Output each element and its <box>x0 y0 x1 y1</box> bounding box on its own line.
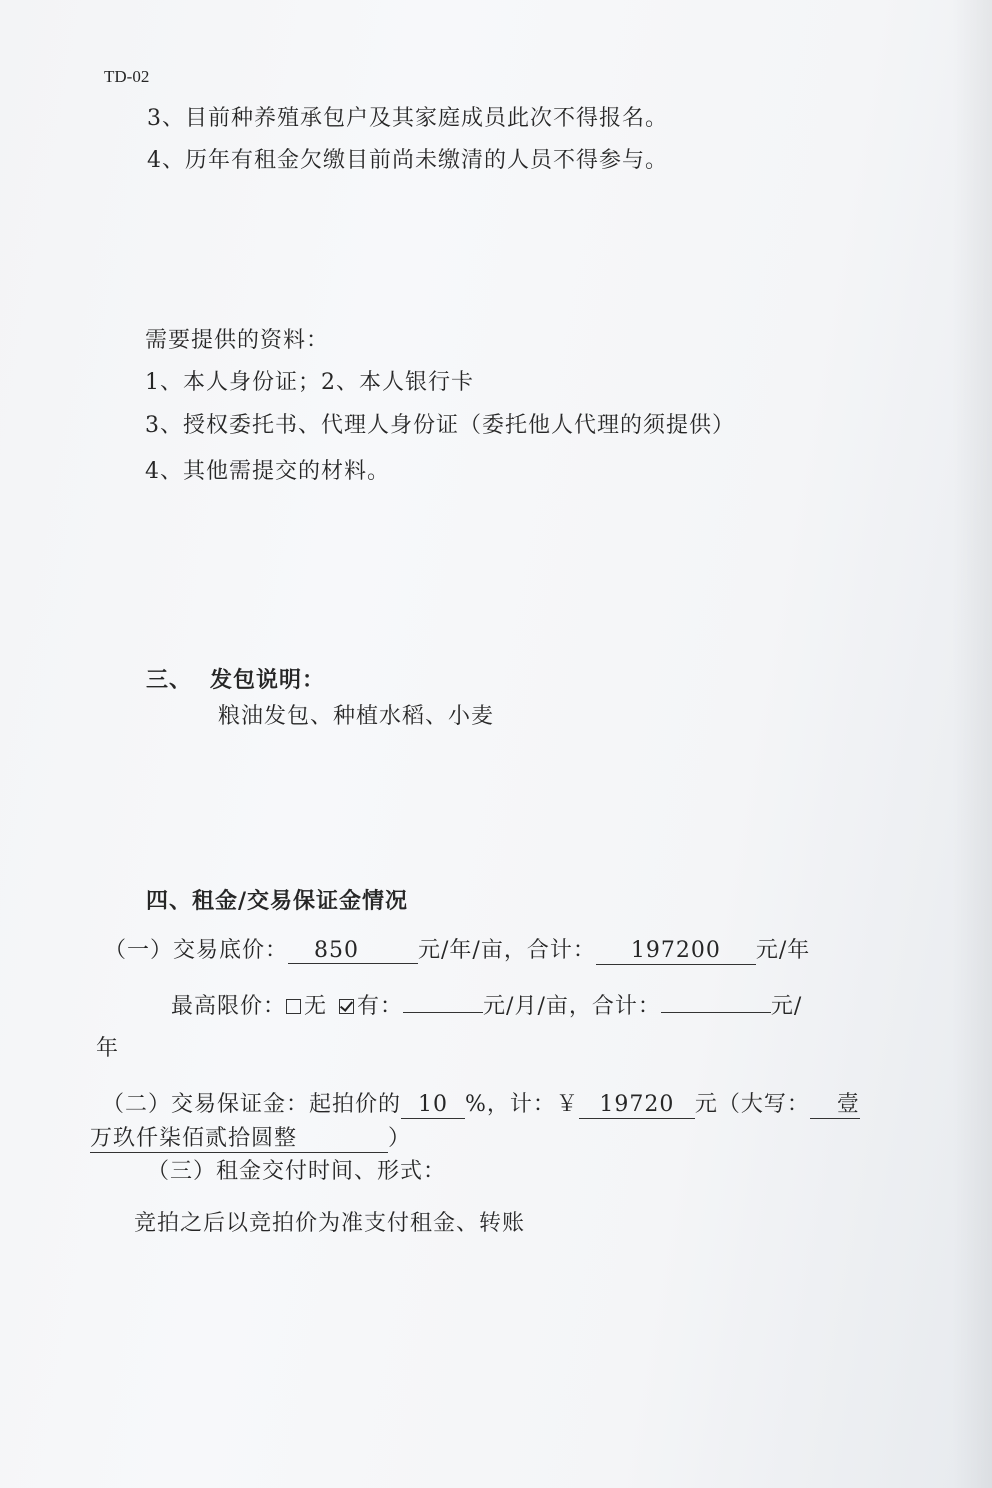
eligibility-item-4: 4、历年有租金欠缴目前尚未缴清的人员不得参与。 <box>147 148 668 173</box>
materials-item-3: 3、授权委托书、代理人身份证（委托他人代理的须提供） <box>145 413 735 438</box>
option-yes-label: 有： <box>357 994 404 1019</box>
option-none-checkbox[interactable] <box>286 999 301 1014</box>
base-price-label: （一）交易底价： <box>104 938 289 963</box>
section-3-content: 粮油发包、种植水稻、小麦 <box>218 704 495 729</box>
deposit-line <box>102 1090 860 1120</box>
max-price-line <box>171 986 802 1022</box>
deposit-percent: 10 <box>401 1092 465 1119</box>
max-price-unit: 元/月/亩，合计： <box>483 994 661 1019</box>
document-code: TD-02 <box>104 67 150 86</box>
max-price-label: 最高限价： <box>171 994 287 1019</box>
max-price-total <box>661 986 771 1013</box>
deposit-amount-unit: 元（大写： <box>694 1092 810 1117</box>
base-price-total-unit: 元/年 <box>755 938 811 963</box>
deposit-capital-amount: 万玖仟柒佰贰拾圆整 <box>90 1126 388 1153</box>
max-price-wrap: 年 <box>96 1036 120 1061</box>
base-price-line <box>104 936 810 966</box>
option-none-label: 无 <box>304 994 328 1019</box>
base-price-value: 850 <box>288 938 418 964</box>
materials-item-1-2: 1、本人身份证；2、本人银行卡 <box>145 370 474 395</box>
section-4-title: 四、租金/交易保证金情况 <box>146 888 409 914</box>
deposit-amount: 19720 <box>579 1092 695 1119</box>
payment-title: （三）租金交付时间、形式： <box>147 1159 447 1184</box>
deposit-capital-start: 壹 <box>810 1092 860 1119</box>
deposit-close: ） <box>388 1126 412 1151</box>
section-3-heading <box>146 665 325 695</box>
deposit-percent-unit: %，计：￥ <box>465 1092 579 1117</box>
base-price-total: 197200 <box>596 938 756 965</box>
materials-title: 需要提供的资料： <box>145 328 330 353</box>
materials-item-4: 4、其他需提交的材料。 <box>145 459 390 484</box>
eligibility-item-3: 3、目前种养殖承包户及其家庭成员此次不得报名。 <box>147 106 668 131</box>
deposit-label: （二）交易保证金：起拍价的 <box>102 1092 402 1117</box>
payment-content: 竞拍之后以竞拍价为准支付租金、转账 <box>134 1211 526 1236</box>
section-3-number: 三、 <box>146 667 193 693</box>
option-yes-checkbox[interactable] <box>339 999 354 1014</box>
max-price-total-unit: 元/ <box>770 994 803 1019</box>
max-price-value <box>403 986 483 1013</box>
base-price-unit: 元/年/亩，合计： <box>418 938 596 963</box>
section-3-title: 发包说明： <box>210 667 326 693</box>
deposit-capital-line <box>90 1124 411 1154</box>
